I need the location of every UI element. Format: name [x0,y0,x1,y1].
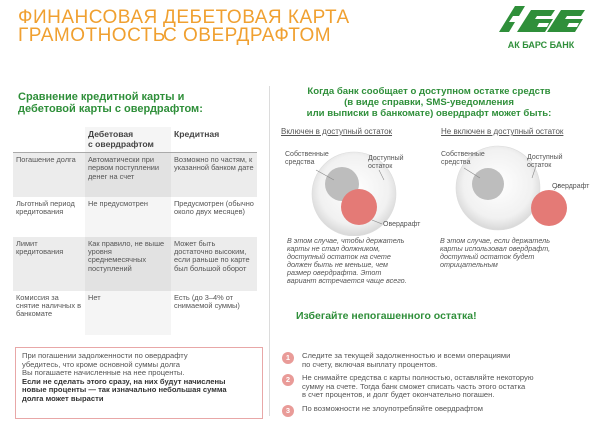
row-debit: Автоматически при первом поступлении денег на счет [85,153,171,197]
table-row [13,197,257,237]
debit-header-line1: Дебетовая [88,129,134,139]
comparison-title [18,91,258,115]
tip-text [302,374,582,400]
diagram1-title: Включен в доступный остаток [281,127,393,136]
row-debit: Как правило, не выше уровня среднемесячных поступлений [85,237,171,291]
tip-line: по счету, включая выплату процентов. [302,359,438,369]
header-right-line1: ДЕБЕТОВАЯ КАРТА [163,7,350,28]
diagram2-overdraft-label: Овердрафт [552,183,590,190]
comparison-title-line1: Сравнение кредитной карты и [18,91,185,103]
row-debit: Не предусмотрен [85,197,171,237]
overdraft-title [279,86,579,119]
row-label: Погашение долга [13,153,85,197]
caption-line: В этом случае, если держатель [440,236,550,245]
tip-line: Следите за текущей задолженностью и всеми операциями [302,351,511,360]
label-line: средства [285,158,315,166]
tip-item [282,352,582,369]
overdraft-circle [341,189,377,225]
tip-number-badge: 3 [282,405,294,417]
note-line2: убедитесь, что кроме основной суммы долга [22,359,180,369]
table-row [13,153,257,197]
label-line: Собственные [285,151,329,158]
caption-line: должен быть не меньше, чем [287,260,388,269]
row-label: Льготный период кредитования [16,198,75,216]
brand-name: АК БАРС БАНК [507,40,575,50]
ak-bars-logo-icon [495,4,587,34]
header-left-line1: ФИНАНСОВАЯ [18,7,158,28]
overdraft-title-line1: Когда банк сообщает о доступном остатке средств [307,86,551,97]
row-credit: Есть (до 3–4% от снимаемой суммы) [174,292,240,310]
caption-line: доступный остаток будет [440,252,535,261]
caption-line: вариант встречается чаще всего. [287,276,407,285]
diagram2-caption [440,237,580,269]
caption-line: карты не стал должником, [287,244,381,253]
row-credit: Может быть достаточно высоким, если раньше по карте был большой оборот [171,237,257,291]
overdraft-title-line3: или выписки в банкомате) овердрафт может быть: [306,108,552,119]
label-line: Собственные [441,151,485,158]
caption-line: отрицательным [440,260,498,269]
table-header-credit: Кредитная [171,127,257,153]
comparison-table [13,127,257,335]
debit-header-line2: с овердрафтом [88,138,154,149]
diagram2-title: Не включен в доступный остаток [441,127,564,136]
label-line: Доступный [368,155,404,162]
avoid-debt-title: Избегайте непогашенного остатка! [296,310,477,322]
comparison-title-line2: дебетовой карты с овердрафтом: [18,103,203,115]
header-right-line2: С ОВЕРДРАФТОМ [163,25,332,46]
label-line: остаток [527,161,552,169]
overdraft-title-line2: (в виде справки, SMS-уведомления [344,97,514,108]
tip-line: в счет процентов, и долг будет окончательно погашен. [302,390,495,400]
row-credit: Предусмотрен (обычно около двух месяцев) [174,198,254,216]
note-line1: При погашении задолженности по овердрафту [22,351,188,360]
tip-line: По возможности не злоупотребляйте овердрафтом [302,404,483,413]
note-bold-line2: новые проценты — так изначально небольшая сумма [22,385,227,395]
tip-number-badge: 2 [282,374,294,386]
table-header-row [13,127,257,153]
bank-logo [495,4,587,50]
caption-line: В этом случае, чтобы держатель [287,236,405,245]
header-topic [163,9,350,45]
table-row [13,237,257,291]
interest-warning-note [15,347,263,419]
diagram2-own-funds-label [441,151,485,166]
tip-item [282,405,582,414]
caption-line: доступный остаток на счете [287,252,391,261]
own-funds-circle [472,168,504,200]
row-label: Комиссия за снятие наличных в банкомате [16,292,82,319]
caption-line: размер овердрафта. Этот [287,268,382,277]
row-debit: Нет [85,291,171,335]
tip-number-badge: 1 [282,352,294,364]
label-line: Доступный [527,154,563,161]
row-credit: Возможно по частям, к указанной банком дате [171,153,257,197]
tip-line: Не снимайте средства с карты полностью, оставляйте некоторую [302,373,534,382]
label-line: средства [441,158,471,166]
table-row [13,291,257,335]
diagram1-caption [287,237,427,285]
diagram2-available-label [527,154,563,169]
tip-item [282,374,582,400]
header-financial-literacy [18,9,166,45]
note-bold-line3: долга может вырасти [22,393,104,403]
row-label: Лимит кредитования [13,237,85,291]
note-line3: Вы погашаете начисленные на нее проценты. [22,368,185,378]
overdraft-circle [531,190,567,226]
table-header-debit [85,127,171,153]
column-divider [269,86,270,416]
tip-text [302,405,582,414]
caption-line: карты использовал овердрафт, [440,244,551,253]
tip-text [302,352,582,369]
diagram1-available-label [368,155,404,170]
table-header-empty [13,127,85,153]
tip-line: сумму на счете. Тогда банк сможет списать часть этого остатка [302,381,526,391]
header-left-line2: ГРАМОТНОСТЬ [18,25,166,46]
diagram1-overdraft-label: Овердрафт [383,221,421,228]
label-line: остаток [368,162,393,170]
diagram1-own-funds-label [285,151,329,166]
note-bold-line1: Если не сделать этого сразу, на них будут начислены [22,376,226,386]
